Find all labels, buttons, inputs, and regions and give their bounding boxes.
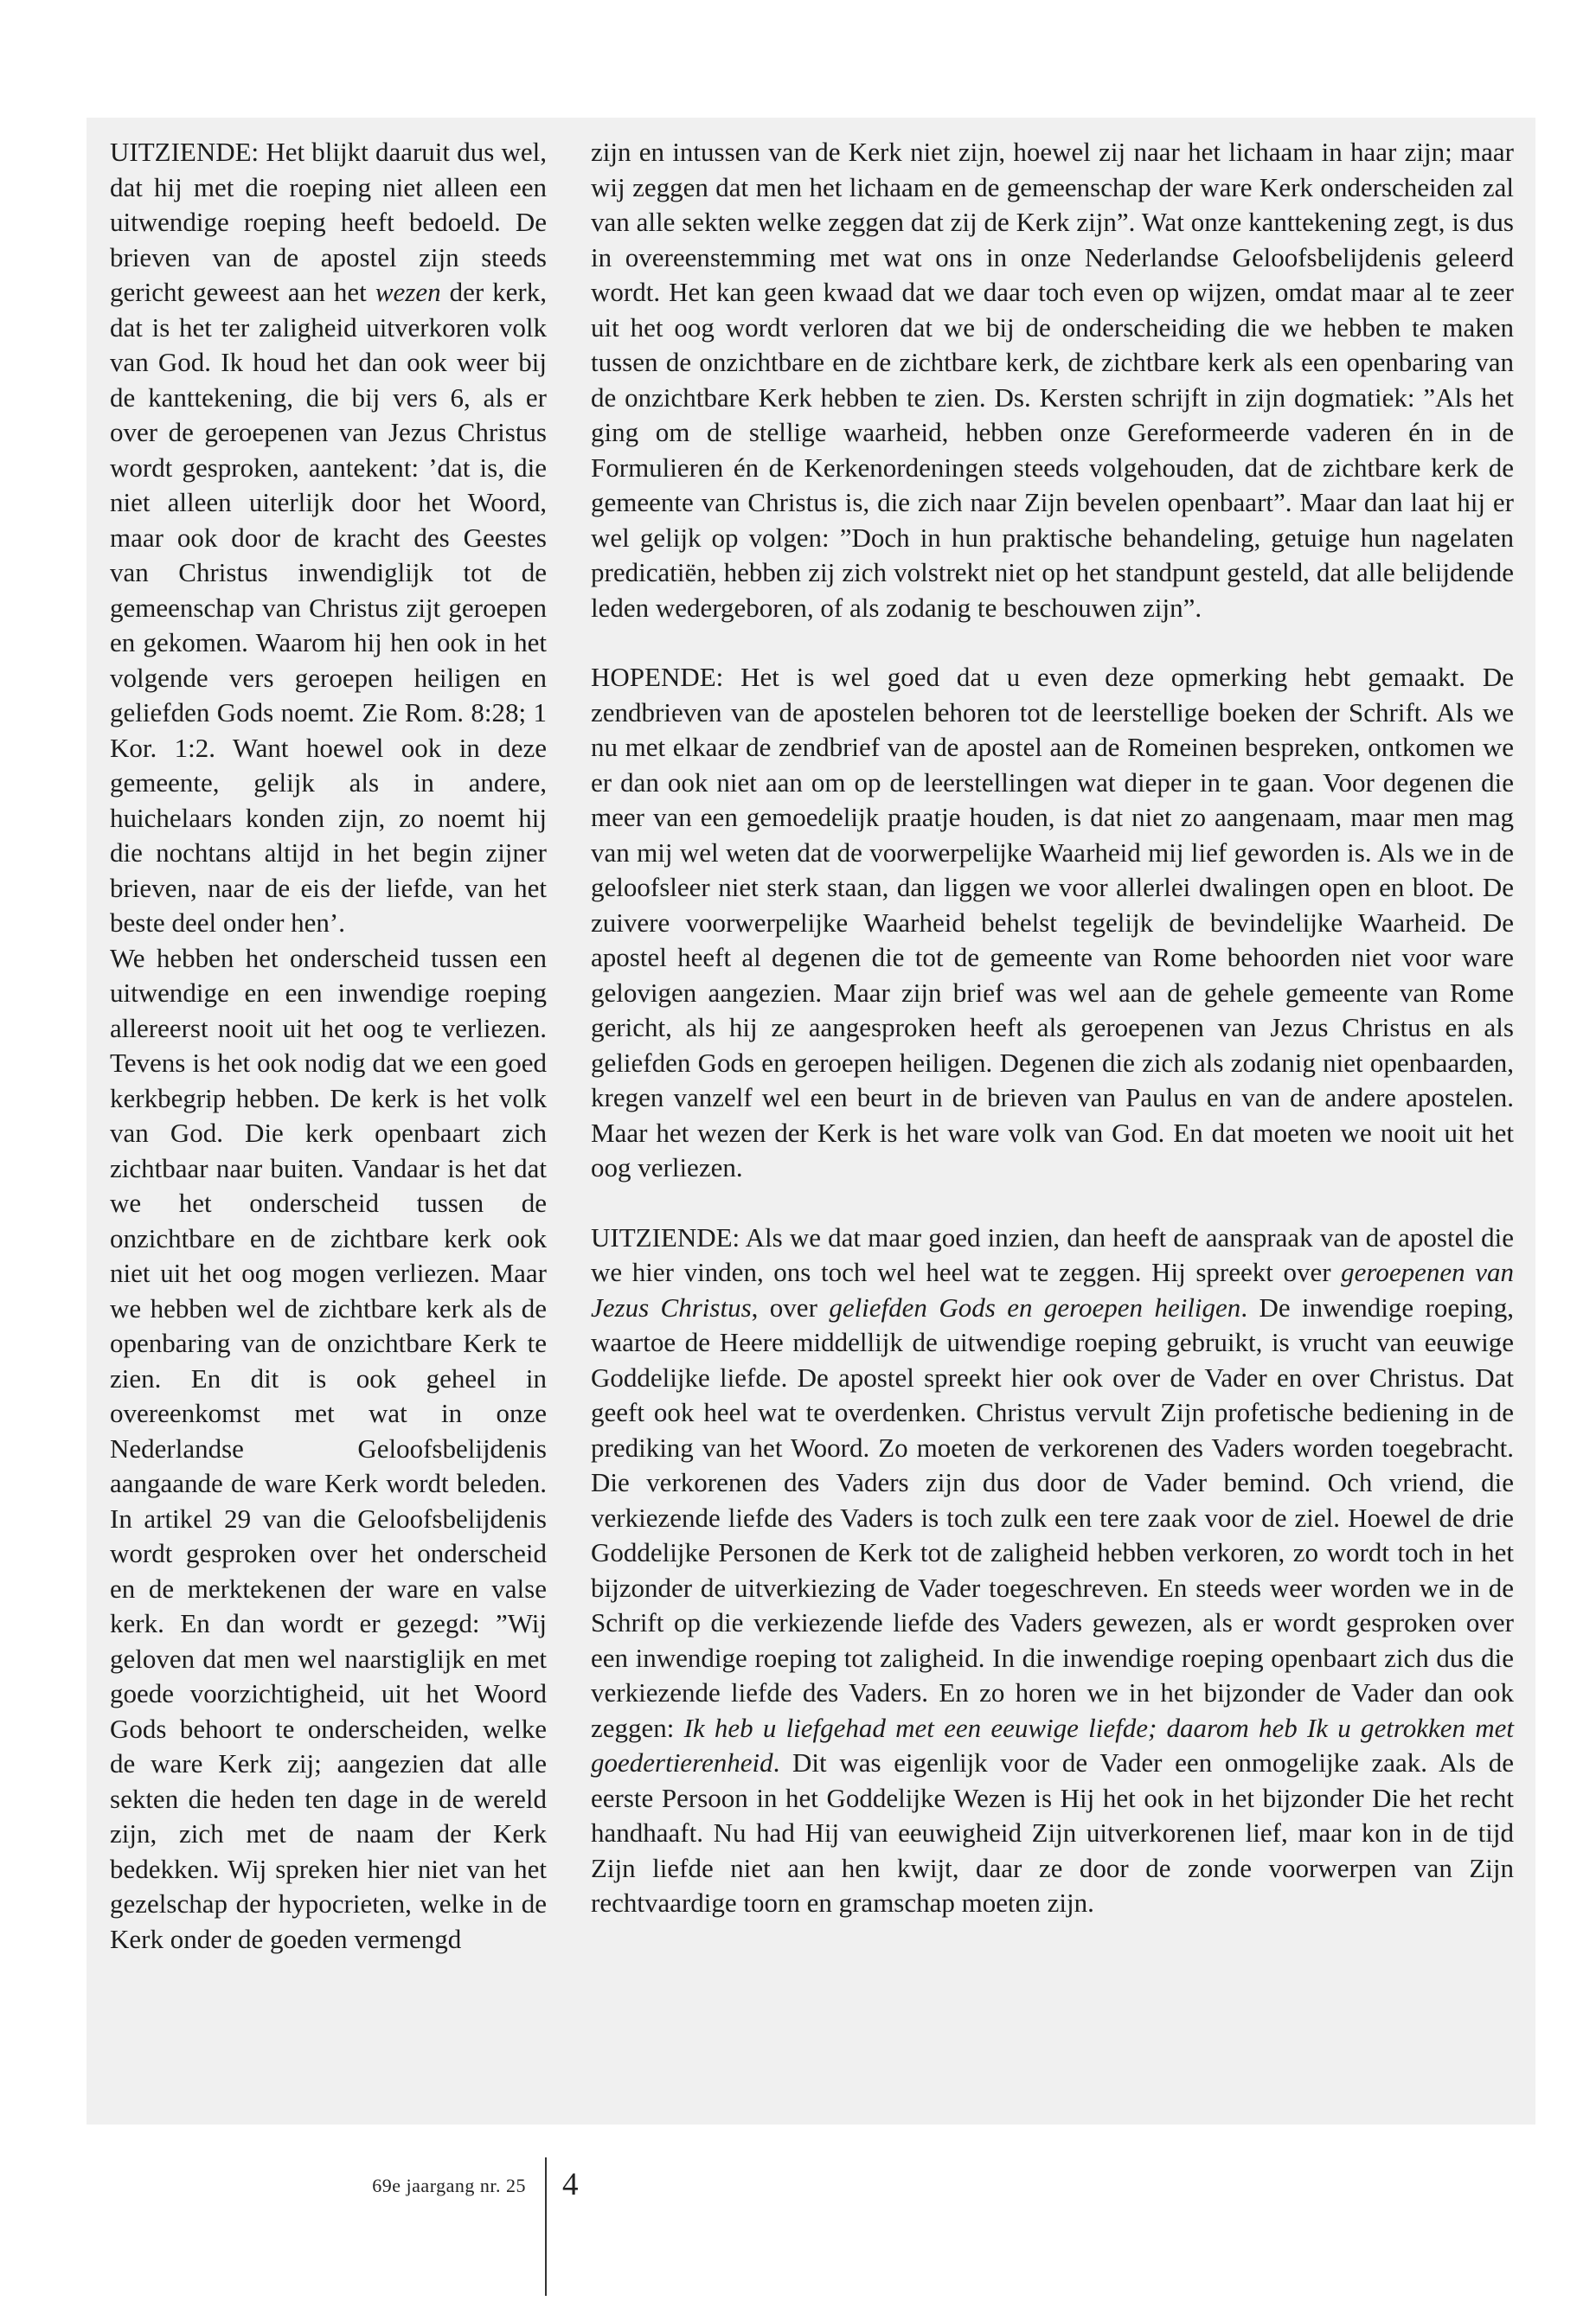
italic-run: wezen [375, 277, 441, 307]
page-number: 4 [562, 2167, 579, 2202]
text-run: , over [751, 1292, 830, 1323]
text-run: HOPENDE: Het is wel goed dat u even deze opmerking hebt gemaakt. De zendbrieven van de apostelen behoren tot de leerstellige boeken der Schrift. Als we nu met elkaar de zendbrief van de apostel aan de Romeinen bespreken, ontkomen we er dan ook niet aan om op de leerstellingen wat dieper in te gaan. Voor degenen die meer van een gemoedelijk praatje houden, is dat niet zo aangenaam, maar men mag van mij wel weten dat de voorwerpelijke Waarheid mij lief geworden is. Als we in de geloofsleer niet sterk staan, dan liggen we voor allerlei dwalingen open en bloot. De zuivere voorwerpelijke Waarheid behelst tegelijk de bevindelijke Waarheid. De apostel heeft al degenen die tot de gemeente van Rome behoorden niet voor ware gelovigen aangezien. Maar zijn brief was wel aan de gehele gemeente van Rome gericht, als hij ze aangesproken heeft als geroepenen van Jezus Christus en als geliefden Gods en geroepen heiligen. Degenen die zich als zodanig niet openbaarden, kregen vanzelf wel een beurt in de brieven van Paulus en van de andere apostelen. Maar het wezen der Kerk is het ware volk van God. En dat moeten we nooit uit het oog verliezen. [591, 662, 1514, 1183]
page-footer [0, 2157, 1596, 2296]
italic-run: Ik heb u liefgehad met een eeuwige liefde; daarom heb Ik u getrokken met goedertierenheid [591, 1712, 1514, 1778]
text-run: zijn en intussen van de Kerk niet zijn, hoewel zij naar het lichaam in haar zijn; maar wij zeggen dat men het lichaam en de gemeenschap der ware Kerk onderscheiden zal van alle sekten welke zeggen dat zij de Kerk zijn”. Wat onze kanttekening zegt, is dus in overeenstemming met wat ons in onze Nederlandse Geloofsbelijdenis geleerd wordt. Het kan geen kwaad dat we daar toch even op wijzen, omdat maar al te zeer uit het oog wordt verloren dat we bij de onderscheiding die we hebben te maken tussen de onzichtbare en de zichtbare kerk, de zichtbare kerk als een openbaring van de onzichtbare Kerk hebben te zien. Ds. Kersten schrijft in zijn dogmatiek: ”Als het ging om de stellige waarheid, hebben onze Gereformeerde vaderen én in de Formulieren én de Kerkenordeningen steeds volgehouden, dat de zichtbare kerk de gemeente van Christus is, die zich naar Zijn bevelen openbaart”. Maar dan laat hij er wel gelijk op volgen: ”Doch in hun praktische behandeling, getuige hun nagelaten predicatiën, hebben zij zich volstrekt niet op het standpunt gesteld, dat alle belijdende leden wedergeboren, of als zodanig te beschouwen zijn”. [591, 137, 1514, 623]
paragraph [591, 1221, 1514, 1921]
paragraph [591, 135, 1514, 625]
article-panel [87, 118, 1535, 2125]
italic-run: geliefden Gods en geroepen heiligen [829, 1292, 1241, 1323]
text-run: We hebben het onderscheid tussen een uitwendige en een inwendige roeping allereerst nooit uit het oog te verliezen. Tevens is het ook nodig dat we een goed kerkbegrip hebben. De kerk is het volk van God. Die kerk openbaart zich zichtbaar naar buiten. Vandaar is het dat we het onderscheid tussen de onzichtbare en de zichtbare kerk ook niet uit het oog mogen verliezen. Maar we hebben wel de zichtbare kerk als de openbaring van de onzichtbare Kerk te zien. En dit is ook geheel in overeenkomst met wat in onze Nederlandse Geloofsbelijdenis aangaande de ware Kerk wordt beleden. In artikel 29 van die Geloofsbelijdenis wordt gesproken over het onderscheid en de merktekenen der ware en valse kerk. En dan wordt er gezegd: ”Wij geloven dat men wel naarstiglijk en met goede voorzichtigheid, uit het Woord Gods behoort te onderscheiden, welke de ware Kerk zij; aangezien dat alle sekten die heden ten dage in de wereld zijn, zich met de naam der Kerk bedekken. Wij spreken hier niet van het gezelschap der hypocrieten, welke in de Kerk onder de goeden vermengd [110, 942, 547, 1954]
paragraph [110, 135, 547, 941]
text-run: der kerk, dat is het ter zaligheid uitverkoren volk van God. Ik houd het dan ook weer bij de kanttekening, die bij vers 6, als er over de geroepenen van Jezus Christus wordt gesproken, aantekent: ’dat is, die niet alleen uiterlijk door het Woord, maar ook door de kracht des Geestes van Christus inwendiglijk tot de gemeenschap van Christus zijt geroepen en gekomen. Waarom hij hen ook in het volgende vers geroepen heiligen en geliefden Gods noemt. Zie Rom. 8:28; 1 Kor. 1:2. Want hoewel ook in deze gemeente, gelijk als in andere, huichelaars konden zijn, zo noemt hij die nochtans altijd in het begin zijner brieven, naar de eis der liefde, van het beste deel onder hen’. [110, 277, 547, 938]
text-run: . Dit was eigenlijk voor de Vader een onmogelijke zaak. Als de eerste Persoon in het Goddelijke Wezen is Hij het ook in het bijzonder Die het recht handhaaft. Nu had Hij van eeuwigheid Zijn uitverkorenen lief, maar kon in de tijd Zijn liefde niet aan hen kwijt, daar ze door de zonde voorwerpen van Zijn rechtvaardige toorn en gramschap moeten zijn. [591, 1747, 1514, 1918]
text-run: UITZIENDE: Het blijkt daaruit dus wel, dat hij met die roeping niet alleen een uitwendige roeping heeft bedoeld. De brieven van de apostel zijn steeds gericht geweest aan het [110, 137, 547, 307]
text-run: UITZIENDE: Als we dat maar goed inzien, dan heeft de aanspraak van de apostel die we hier vinden, ons toch wel heel wat te zeggen. Hij spreekt over [591, 1221, 1514, 1287]
journal-issue: 69e jaargang nr. 25 [372, 2175, 526, 2196]
footer-divider [545, 2157, 547, 2296]
paragraph [110, 941, 547, 1958]
right-column [591, 135, 1514, 1921]
italic-run: geroepenen van Jezus Christus [591, 1257, 1514, 1323]
text-run: . De inwendige roeping, waartoe de Heere middellijk de uitwendige roeping gebruikt, is vrucht van eeuwige Goddelijke liefde. De apostel spreekt hier ook over de Vader en over Christus. Dat geeft ook heel wat te overdenken. Christus vervult Zijn profetische bediening in de prediking van het Woord. Zo moeten de verkorenen des Vaders worden toegebracht. Die verkorenen des Vaders zijn dus door de Vader bemind. Och vriend, die verkiezende liefde des Vaders is toch zulk een tere zaak voor de ziel. Hoewel de drie Goddelijke Personen de Kerk tot de zaligheid hebben verkoren, zo wordt toch in het bijzonder de uitverkiezing de Vader toegeschreven. En steeds weer worden we in de Schrift op die verkiezende liefde des Vaders gewezen, als er wordt gesproken over een inwendige roeping tot zaligheid. In die inwendige roeping openbaart zich dus die verkiezende liefde des Vaders. En zo horen we in het bijzonder de Vader dan ook zeggen: [591, 1292, 1514, 1743]
paragraph [591, 660, 1514, 1186]
left-column [110, 135, 547, 1957]
